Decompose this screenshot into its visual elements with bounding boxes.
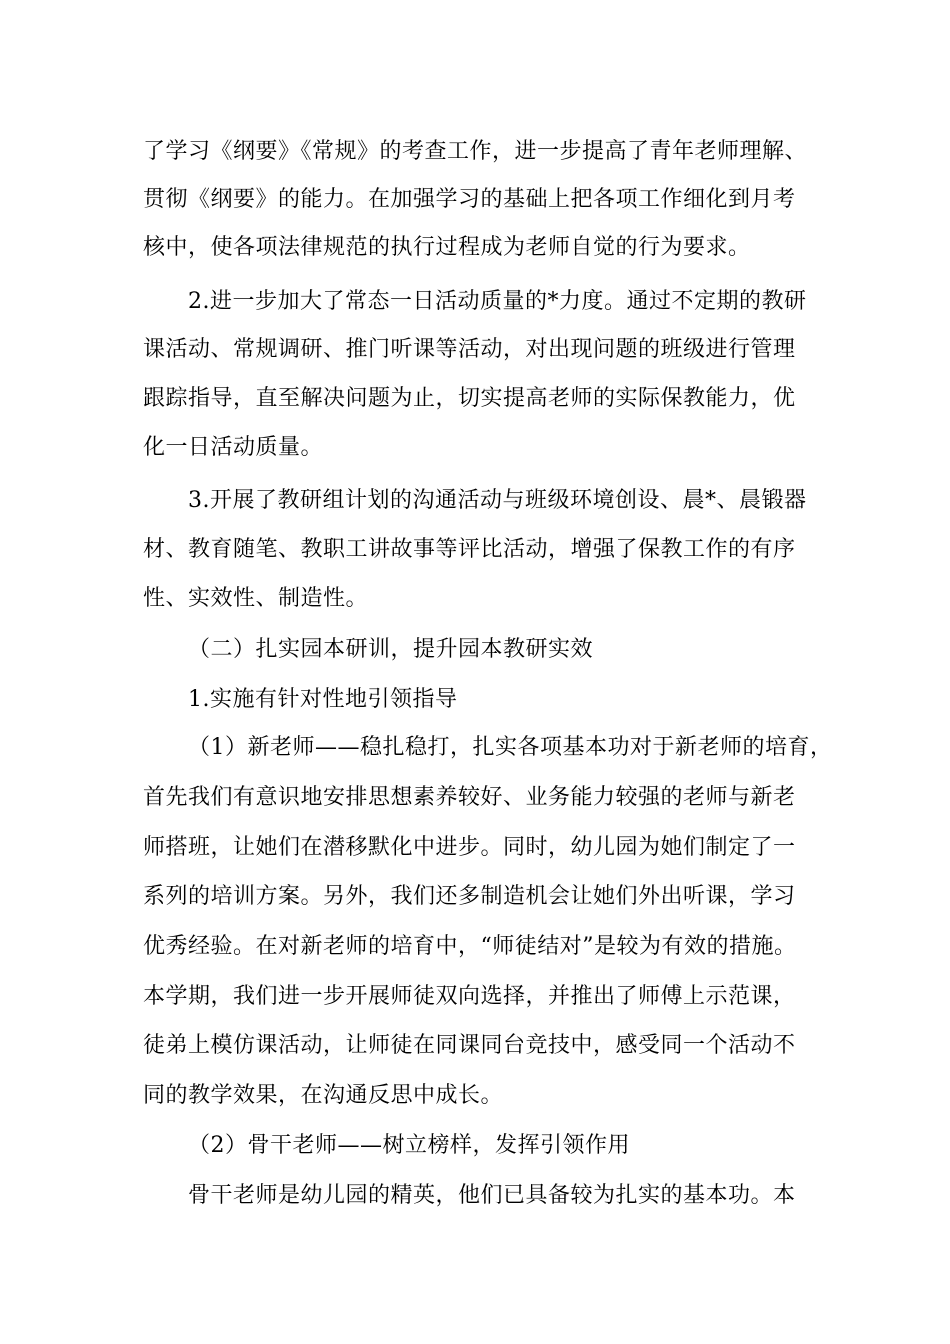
text-line: 化一日活动质量。 xyxy=(143,435,324,460)
text-line: 了学习《纲要》《常规》的考查工作，进一步提高了青年老师理解、 xyxy=(143,139,808,164)
text-line: 3.开展了教研组计划的沟通活动与班级环境创设、晨*、晨锻器 xyxy=(188,488,807,513)
text-line: 同的教学效果，在沟通反思中成长。 xyxy=(143,1083,504,1108)
text-line: 贯彻《纲要》的能力。在加强学习的基础上把各项工作细化到月考 xyxy=(143,187,796,212)
text-line: 核中，使各项法律规范的执行过程成为老师自觉的行为要求。 xyxy=(143,235,751,260)
text-line: 系列的培训方案。另外，我们还多制造机会让她们外出听课，学习 xyxy=(143,884,796,909)
text-line: 优秀经验。在对新老师的培育中，“师徒结对”是较为有效的措施。 xyxy=(143,934,797,959)
text-line: 骨干老师是幼儿园的精英，他们已具备较为扎实的基本功。本 xyxy=(188,1183,796,1208)
subsection-heading: （2）骨干老师——树立榜样，发挥引领作用 xyxy=(188,1133,630,1158)
text-line: 跟踪指导，直至解决问题为止，切实提高老师的实际保教能力，优 xyxy=(143,386,796,411)
subsection-heading: 1.实施有针对性地引领指导 xyxy=(188,687,458,712)
text-line: 本学期，我们进一步开展师徒双向选择，并推出了师傅上示范课， xyxy=(143,984,796,1009)
text-line: （1）新老师——稳扎稳打，扎实各项基本功对于新老师的培育， xyxy=(188,735,833,760)
text-line: 性、实效性、制造性。 xyxy=(143,586,369,611)
text-line: 2.进一步加大了常态一日活动质量的*力度。通过不定期的教研 xyxy=(188,289,807,314)
section-heading: （二）扎实园本研训，提升园本教研实效 xyxy=(188,637,594,662)
text-line: 首先我们有意识地安排思想素养较好、业务能力较强的老师与新老 xyxy=(143,785,796,810)
text-line: 徒弟上模仿课活动，让师徒在同课同台竞技中，感受同一个活动不 xyxy=(143,1033,796,1058)
text-line: 材、教育随笔、教职工讲故事等评比活动，增强了保教工作的有序 xyxy=(143,537,796,562)
text-line: 师搭班，让她们在潜移默化中进步。同时，幼儿园为她们制定了一 xyxy=(143,835,796,860)
text-line: 课活动、常规调研、推门听课等活动，对出现问题的班级进行管理 xyxy=(143,337,796,362)
